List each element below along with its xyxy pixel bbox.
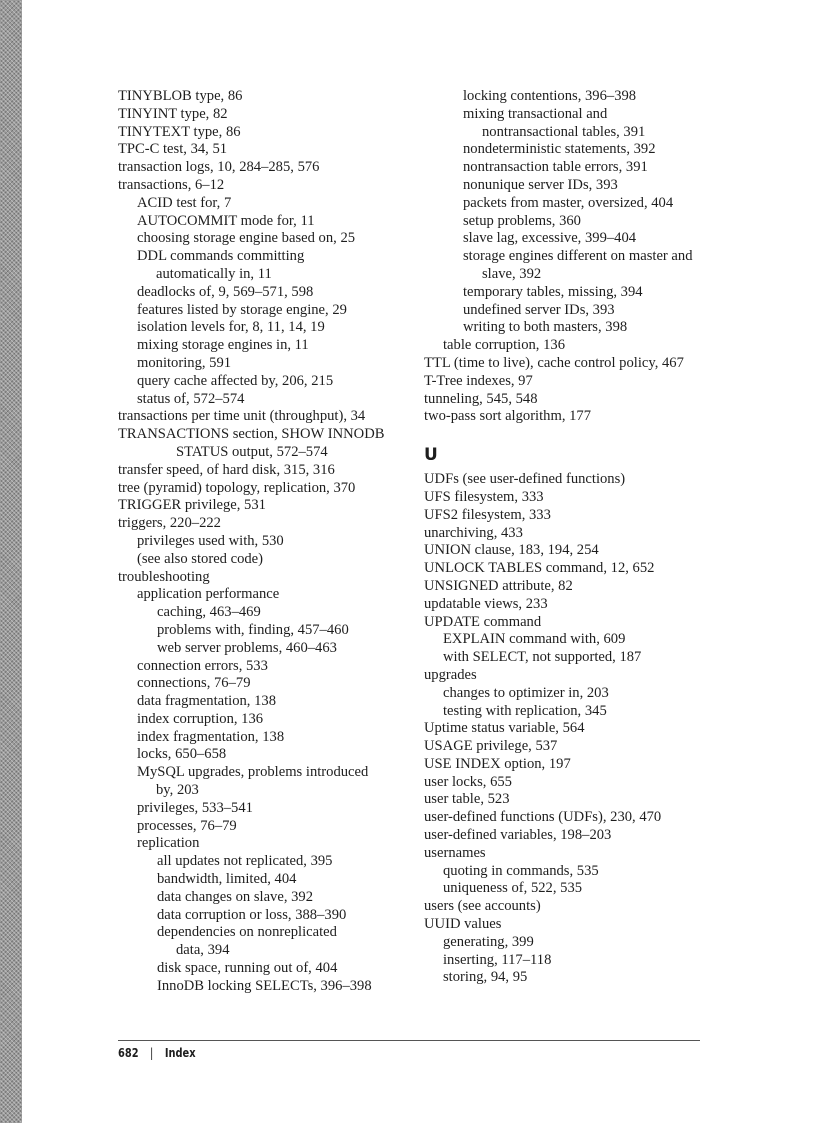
index-entry: UUID values [424, 916, 502, 933]
index-column-left [118, 88, 408, 996]
index-entry: transaction logs, 10, 284–285, 576 [118, 159, 320, 176]
index-subentry: InnoDB locking SELECTs, 396–398 [157, 977, 372, 994]
index-entry: TINYINT type, 82 [118, 105, 228, 122]
index-subentry: setup problems, 360 [463, 212, 581, 229]
index-entry: transactions, 6–12 [118, 176, 225, 193]
page-number: 682 [118, 1046, 139, 1060]
index-subentry: caching, 463–469 [157, 604, 261, 621]
index-subentry: disk space, running out of, 404 [157, 960, 338, 977]
index-subentry: packets from master, oversized, 404 [463, 194, 674, 211]
index-subentry: isolation levels for, 8, 11, 14, 19 [137, 319, 325, 336]
index-entry: tree (pyramid) topology, replication, 370 [118, 479, 356, 496]
index-entry: TINYBLOB type, 86 [118, 88, 243, 104]
index-subentry: nontransaction table errors, 391 [463, 159, 648, 176]
footer-separator: | [150, 1046, 154, 1060]
index-subentry: dependencies on nonreplicated [157, 924, 337, 941]
index-entry: transfer speed, of hard disk, 315, 316 [118, 461, 335, 478]
index-entry: TTL (time to live), cache control policy, 467 [424, 354, 684, 371]
index-entry: triggers, 220–222 [118, 515, 221, 532]
index-subentry: processes, 76–79 [137, 817, 237, 834]
index-subentry: table corruption, 136 [443, 337, 565, 354]
index-subentry: status of, 572–574 [137, 390, 245, 407]
index-entry-continuation: by, 203 [156, 782, 199, 799]
index-subentry: deadlocks of, 9, 569–571, 598 [137, 283, 314, 300]
index-entry-continuation: nontransactional tables, 391 [482, 123, 646, 140]
index-subentry: nondeterministic statements, 392 [463, 141, 656, 158]
index-entry: UNSIGNED attribute, 82 [424, 577, 573, 594]
index-entry-continuation: data, 394 [176, 942, 230, 959]
scanned-page-edge [0, 0, 22, 1123]
index-subentry: storage engines different on master and [463, 248, 693, 265]
index-entry: TRIGGER privilege, 531 [118, 497, 266, 514]
index-entry: USAGE privilege, 537 [424, 738, 558, 755]
index-subentry: testing with replication, 345 [443, 702, 607, 719]
index-subentry: MySQL upgrades, problems introduced [137, 764, 369, 781]
index-subentry: generating, 399 [443, 933, 534, 950]
index-subentry: replication [137, 835, 200, 852]
index-subentry: data fragmentation, 138 [137, 693, 276, 710]
index-entry: upgrades [424, 666, 477, 683]
index-subentry: with SELECT, not supported, 187 [443, 649, 642, 666]
index-subentry: uniqueness of, 522, 535 [443, 880, 583, 897]
index-section-heading: U [424, 445, 438, 466]
index-entry: user-defined variables, 198–203 [424, 827, 612, 844]
index-subentry: DDL commands committing [137, 248, 305, 265]
index-entry: user table, 523 [424, 791, 510, 808]
index-entry: UNLOCK TABLES command, 12, 652 [424, 560, 655, 577]
index-subentry: connection errors, 533 [137, 657, 268, 674]
index-entry: transactions per time unit (throughput), 34 [118, 408, 366, 425]
index-subentry: mixing storage engines in, 11 [137, 337, 309, 354]
index-entry: usernames [424, 844, 486, 861]
index-subentry: index corruption, 136 [137, 710, 264, 727]
index-entry: UFS2 filesystem, 333 [424, 506, 551, 523]
index-subentry: changes to optimizer in, 203 [443, 684, 609, 701]
index-column-right [424, 88, 714, 987]
index-subentry: AUTOCOMMIT mode for, 11 [137, 212, 315, 229]
index-entry: UDFs (see user-defined functions) [424, 471, 626, 488]
index-entry: user-defined functions (UDFs), 230, 470 [424, 809, 662, 826]
index-entry-continuation: automatically in, 11 [156, 265, 272, 282]
index-subentry: privileges used with, 530 [137, 532, 284, 549]
index-subentry: nonunique server IDs, 393 [463, 176, 618, 193]
index-subentry: monitoring, 591 [137, 354, 232, 371]
index-subentry: undefined server IDs, 393 [463, 301, 615, 318]
page-footer [118, 1046, 196, 1060]
index-subentry: connections, 76–79 [137, 675, 251, 692]
index-entry: Uptime status variable, 564 [424, 720, 585, 737]
index-subentry: web server problems, 460–463 [157, 639, 337, 656]
index-entry: users (see accounts) [424, 898, 541, 915]
index-entry: troubleshooting [118, 568, 210, 585]
index-subentry: privileges, 533–541 [137, 799, 253, 816]
index-entry: UPDATE command [424, 613, 542, 630]
index-subentry: features listed by storage engine, 29 [137, 301, 347, 318]
index-subentry: storing, 94, 95 [443, 969, 528, 986]
index-entry: two-pass sort algorithm, 177 [424, 408, 592, 425]
index-subentry: bandwidth, limited, 404 [157, 871, 297, 888]
footer-section-title: Index [164, 1046, 196, 1060]
index-subentry: (see also stored code) [137, 550, 264, 567]
index-subentry: inserting, 117–118 [443, 951, 552, 968]
index-subentry: data changes on slave, 392 [157, 888, 314, 905]
index-subentry: data corruption or loss, 388–390 [157, 906, 347, 923]
index-entry: USE INDEX option, 197 [424, 755, 571, 772]
index-subentry: mixing transactional and [463, 105, 608, 122]
index-subentry: quoting in commands, 535 [443, 862, 599, 879]
index-subentry: choosing storage engine based on, 25 [137, 230, 356, 247]
index-subentry: application performance [137, 586, 280, 603]
index-subentry: index fragmentation, 138 [137, 728, 285, 745]
index-entry: user locks, 655 [424, 773, 512, 790]
index-entry-continuation: slave, 392 [482, 265, 542, 282]
index-subentry: ACID test for, 7 [137, 194, 232, 211]
index-subentry: temporary tables, missing, 394 [463, 283, 643, 300]
index-entry: T-Tree indexes, 97 [424, 372, 533, 389]
index-subentry: all updates not replicated, 395 [157, 853, 333, 870]
index-subentry: locking contentions, 396–398 [463, 88, 637, 104]
index-entry: TINYTEXT type, 86 [118, 123, 241, 140]
index-entry: unarchiving, 433 [424, 524, 523, 541]
index-entry: TPC-C test, 34, 51 [118, 141, 228, 158]
index-subentry: slave lag, excessive, 399–404 [463, 230, 637, 247]
footer-rule [118, 1040, 700, 1041]
index-entry: UFS filesystem, 333 [424, 488, 544, 505]
index-subentry: EXPLAIN command with, 609 [443, 631, 626, 648]
index-subentry: problems with, finding, 457–460 [157, 621, 349, 638]
index-entry: updatable views, 233 [424, 595, 548, 612]
index-subentry: writing to both masters, 398 [463, 319, 628, 336]
index-subentry: query cache affected by, 206, 215 [137, 372, 334, 389]
index-entry: TRANSACTIONS section, SHOW INNODB [118, 426, 385, 443]
index-entry: UNION clause, 183, 194, 254 [424, 542, 599, 559]
index-subentry: locks, 650–658 [137, 746, 227, 763]
index-entry-continuation: STATUS output, 572–574 [176, 443, 328, 460]
index-entry: tunneling, 545, 548 [424, 390, 538, 407]
